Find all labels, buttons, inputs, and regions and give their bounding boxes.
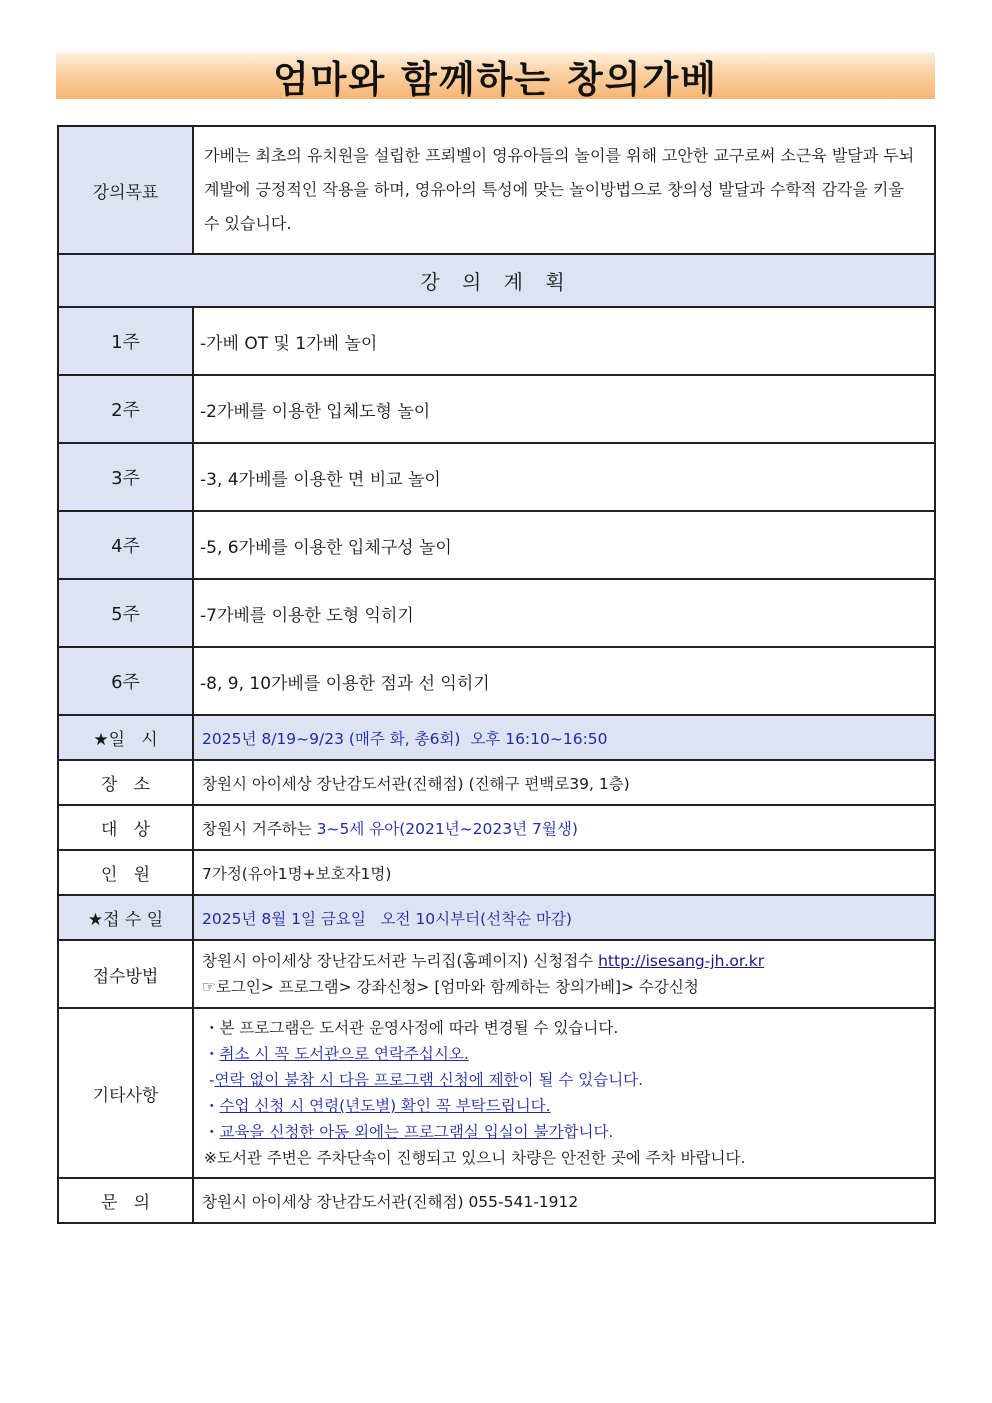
notes-label: 기타사항 xyxy=(58,1008,193,1178)
plan-header-row xyxy=(58,254,935,307)
week-content: -2가베를 이용한 입체도형 놀이 xyxy=(193,375,935,443)
dash: - xyxy=(204,1071,215,1089)
week-row xyxy=(58,647,935,715)
target-prefix: 창원시 거주하는 xyxy=(202,819,317,838)
note-line: ※도서관 주변은 주차단속이 진행되고 있으니 차량은 안전한 곳에 주차 바랍니다. xyxy=(204,1149,746,1167)
schedule-row xyxy=(58,715,935,760)
notes-value xyxy=(193,1008,935,1178)
week-content: -3, 4가베를 이용한 면 비교 놀이 xyxy=(193,443,935,511)
homepage-link[interactable]: http://isesang-jh.or.kr xyxy=(598,952,765,970)
week-label: 6주 xyxy=(58,647,193,715)
note-cancel-contact: 취소 시 꼭 도서관으로 연락주십시오. xyxy=(219,1045,469,1063)
week-content: -7가베를 이용한 도형 익히기 xyxy=(193,579,935,647)
week-content: -5, 6가베를 이용한 입체구성 놀이 xyxy=(193,511,935,579)
week-row xyxy=(58,511,935,579)
method-value xyxy=(193,940,935,1008)
note-entry-restriction: 교육을 신청한 아동 외에는 프로그램실 입실이 불가 xyxy=(219,1123,564,1141)
capacity-label: 인 원 xyxy=(58,850,193,895)
week-row xyxy=(58,307,935,375)
schedule-value: 2025년 8/19~9/23 (매주 화, 총6회) 오후 16:10~16:50 xyxy=(193,715,935,760)
plan-header: 강 의 계 획 xyxy=(58,254,935,307)
note-line: ・본 프로그램은 도서관 운영사정에 따라 변경될 수 있습니다. xyxy=(204,1019,619,1037)
target-label: 대 상 xyxy=(58,805,193,850)
week-label: 1주 xyxy=(58,307,193,375)
contact-label: 문 의 xyxy=(58,1178,193,1223)
method-text: 창원시 아이세상 장난감도서관 누리집(홈페이지) 신청접수 xyxy=(202,952,599,970)
contact-row xyxy=(58,1178,935,1223)
goal-label: 강의목표 xyxy=(58,126,193,254)
week-row xyxy=(58,443,935,511)
week-label: 2주 xyxy=(58,375,193,443)
target-age-range: 3~5세 유아(2021년~2023년 7월생) xyxy=(316,819,578,838)
goal-row xyxy=(58,126,935,254)
note-line xyxy=(204,1041,924,1067)
week-content: -가베 OT 및 1가베 놀이 xyxy=(193,307,935,375)
bullet: ・ xyxy=(204,1097,220,1115)
bullet: ・ xyxy=(204,1123,220,1141)
note-line xyxy=(204,1119,924,1145)
capacity-value: 7가정(유아1명+보호자1명) xyxy=(193,850,935,895)
method-line-1 xyxy=(202,948,926,974)
program-table xyxy=(57,125,936,1224)
method-label: 접수방법 xyxy=(58,940,193,1008)
goal-text: 가베는 최초의 유치원을 설립한 프뢰벨이 영유아들의 놀이를 위해 고안한 교구로써 소근육 발달과 두뇌 계발에 긍정적인 작용을 하며, 영유아의 특성에 맞는 놀이방법으로 창의성 발달과 수학적 감각을 키울 수 있습니다. xyxy=(193,126,935,254)
note-text: 이 될 수 있습니다. xyxy=(518,1071,644,1089)
target-value xyxy=(193,805,935,850)
reception-date-row xyxy=(58,895,935,940)
place-row xyxy=(58,760,935,805)
bullet: ・ xyxy=(204,1045,220,1063)
note-age-check: 수업 신청 시 연령(년도별) 확인 꼭 부탁드립니다. xyxy=(219,1097,551,1115)
reception-date-value: 2025년 8월 1일 금요일 오전 10시부터(선착순 마감) xyxy=(193,895,935,940)
week-label: 3주 xyxy=(58,443,193,511)
reception-date-label: ★접 수 일 xyxy=(58,895,193,940)
week-content: -8, 9, 10가베를 이용한 점과 선 익히기 xyxy=(193,647,935,715)
method-row xyxy=(58,940,935,1008)
capacity-row xyxy=(58,850,935,895)
notes-row xyxy=(58,1008,935,1178)
week-label: 4주 xyxy=(58,511,193,579)
page-title: 엄마와 함께하는 창의가베 xyxy=(273,57,718,101)
note-text: 합니다. xyxy=(563,1123,614,1141)
target-row xyxy=(58,805,935,850)
place-label: 장 소 xyxy=(58,760,193,805)
note-line xyxy=(204,1093,924,1119)
place-value: 창원시 아이세상 장난감도서관(진해점) (진해구 편백로39, 1층) xyxy=(193,760,935,805)
title-banner xyxy=(56,52,935,99)
week-row xyxy=(58,375,935,443)
schedule-label: ★일 시 xyxy=(58,715,193,760)
week-row xyxy=(58,579,935,647)
note-line xyxy=(204,1067,924,1093)
note-no-show-limit: 연락 없이 불참 시 다음 프로그램 신청에 제한 xyxy=(214,1071,519,1089)
week-label: 5주 xyxy=(58,579,193,647)
method-line-2: ☞로그인> 프로그램> 강좌신청> [엄마와 함께하는 창의가베]> 수강신청 xyxy=(202,978,699,996)
contact-value: 창원시 아이세상 장난감도서관(진해점) 055-541-1912 xyxy=(193,1178,935,1223)
